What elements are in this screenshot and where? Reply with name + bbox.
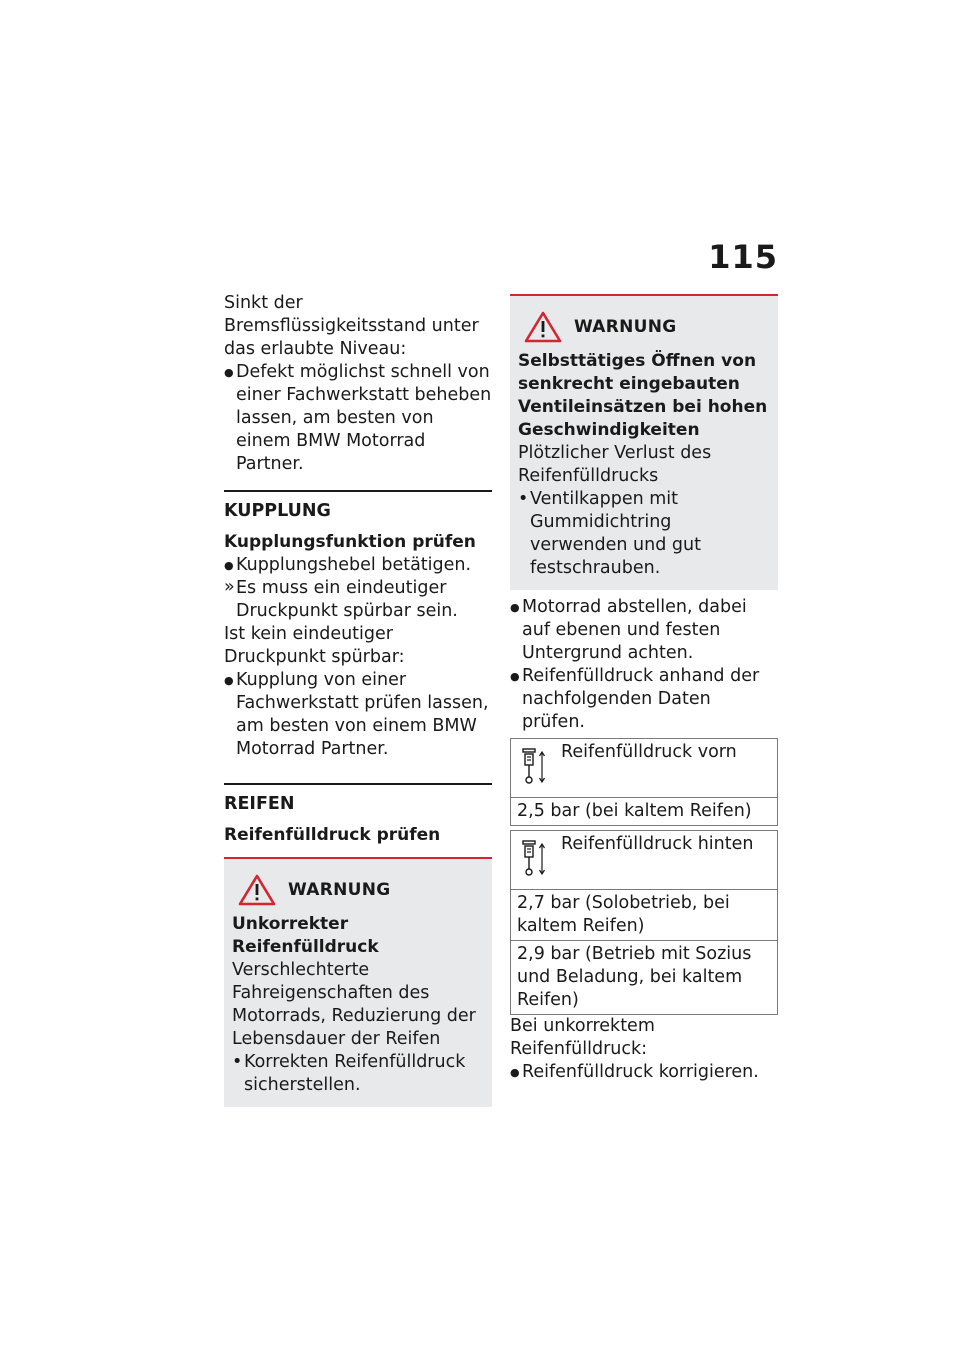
warning-action: • Korrekten Reifenfülldruck sicherstellen. [232, 1051, 484, 1097]
warning-action: • Ventilkappen mit Gummidichtring verwenden und gut festschrauben. [518, 488, 770, 580]
table-row [511, 831, 778, 890]
section-reifen [224, 783, 492, 1107]
table-row [511, 941, 778, 1015]
front-pressure-value: 2,5 bar (bei kaltem Reifen) [511, 798, 778, 826]
warning-subject: Selbsttätiges Öffnen von senkrecht eingebauten Ventileinsätzen bei hohen Geschwindigkeiten [518, 351, 768, 440]
tire-pressure-gauge-icon [517, 837, 547, 877]
brake-fluid-condition: Sinkt der Bremsflüssigkeitsstand unter das erlaubte Niveau: [224, 293, 479, 359]
section-title-reifen: REIFEN [224, 794, 295, 814]
section-title-kupplung: KUPPLUNG [224, 501, 331, 521]
warning-label: WARNUNG [574, 316, 677, 337]
tire-step-2: ● Reifenfülldruck anhand der nachfolgenden Daten prüfen. [510, 665, 778, 734]
subsection-title-kupplungsfunktion: Kupplungsfunktion prüfen [224, 532, 476, 552]
section-kupplung [224, 490, 492, 761]
table-row [511, 890, 778, 941]
clutch-result-1: » Es muss ein eindeutiger Druckpunkt spürbar sein. [224, 577, 492, 623]
warning-consequence: Verschlechterte Fahreigenschaften des Motorrads, Reduzierung der Lebensdauer der Reifen [232, 960, 476, 1049]
warning-triangle-icon [238, 874, 276, 906]
table-row [511, 739, 778, 798]
tire-pressure-rear-table [510, 830, 778, 1015]
clutch-step-1: ● Kupplungshebel betätigen. [224, 554, 492, 577]
warning-triangle-icon [524, 311, 562, 343]
rear-pressure-value-solo: 2,7 bar (Solobetrieb, bei kaltem Reifen) [511, 890, 778, 941]
table-row [511, 798, 778, 826]
tire-step-3: ● Reifenfülldruck korrigieren. [510, 1061, 778, 1084]
subsection-title-reifenfuelldruck: Reifenfülldruck prüfen [224, 825, 441, 845]
rear-pressure-value-pillion: 2,9 bar (Betrieb mit Sozius und Beladung, bei kaltem Reifen) [511, 941, 778, 1015]
tire-condition: Bei unkorrektem Reifenfülldruck: [510, 1016, 655, 1059]
right-column [510, 294, 778, 1084]
left-column [224, 292, 492, 1107]
tire-pressure-front-table [510, 738, 778, 826]
tire-pressure-gauge-icon [517, 745, 547, 785]
page-number: 115 [708, 238, 778, 276]
clutch-step-2: ● Kupplung von einer Fachwerkstatt prüfen lassen, am besten von einem BMW Motorrad Partner. [224, 669, 492, 761]
tire-step-1: ● Motorrad abstellen, dabei auf ebenen und festen Untergrund achten. [510, 596, 778, 665]
rear-pressure-label: Reifenfülldruck hinten [561, 834, 754, 854]
warning-box-tire-pressure [224, 857, 492, 1107]
front-pressure-label: Reifenfülldruck vorn [561, 742, 737, 762]
warning-label: WARNUNG [288, 879, 391, 900]
warning-subject: Unkorrekter Reifenfülldruck [232, 914, 379, 957]
clutch-condition: Ist kein eindeutiger Druckpunkt spürbar: [224, 624, 405, 667]
warning-consequence: Plötzlicher Verlust des Reifenfülldrucks [518, 443, 712, 486]
brake-fluid-action: ● Defekt möglichst schnell von einer Fachwerkstatt beheben lassen, am besten von einem BMW Motorrad Partner. [224, 361, 492, 476]
warning-box-valve [510, 294, 778, 590]
